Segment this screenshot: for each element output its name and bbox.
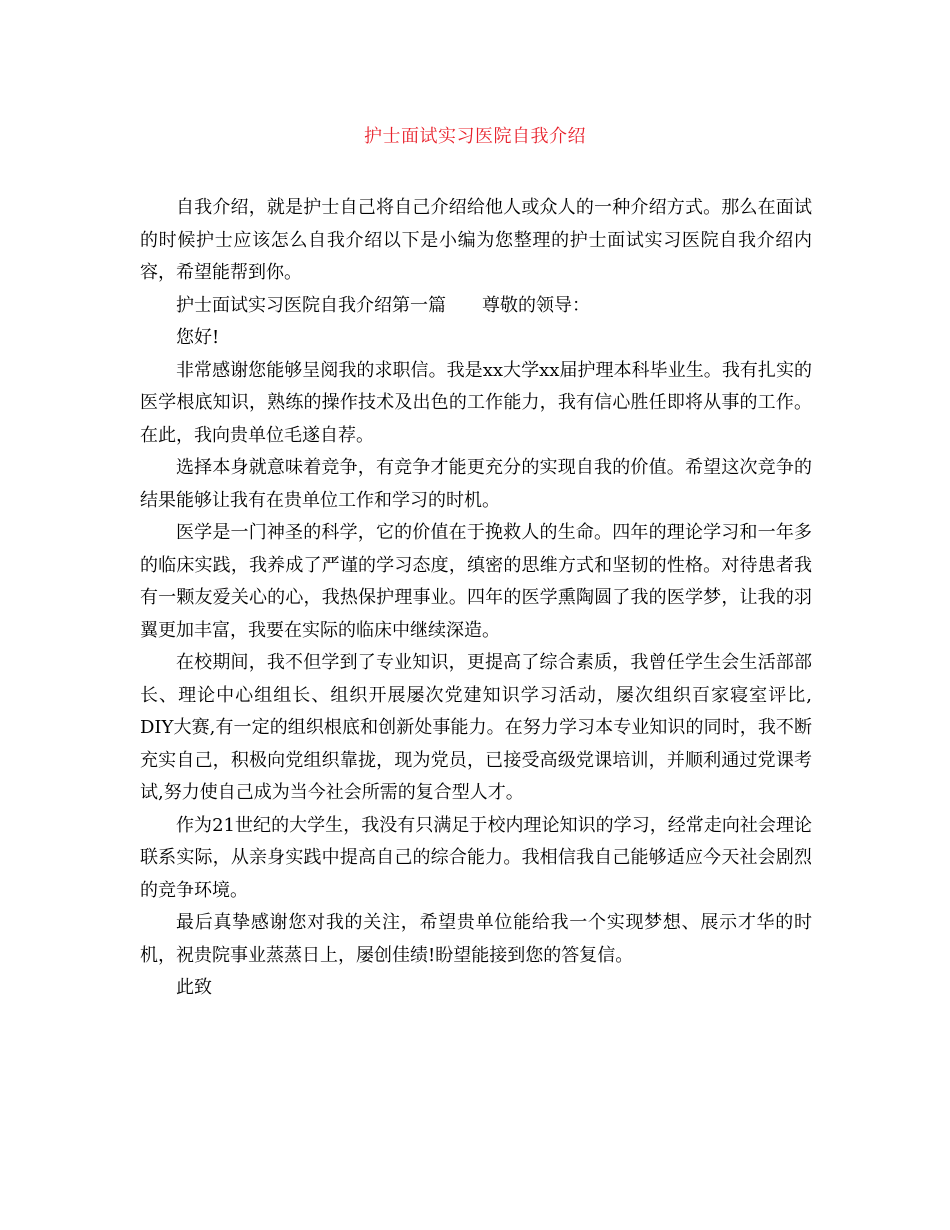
document-title: 护士面试实习医院自我介绍 (364, 126, 586, 147)
body-paragraph-2: 选择本身就意味着竞争，有竞争才能更充分的实现自我的价值。希望这次竞争的结果能够让我有在贵单位工作和学习的时机。 (140, 457, 812, 511)
body-paragraph-3: 医学是一门神圣的科学，它的价值在于挽救人的生命。四年的理论学习和一年多的临床实践，我养成了严谨的学习态度，缜密的思维方式和坚韧的性格。对待患者我有一颗友爱关心的心，我热保护理事业。四年的医学熏陶圆了我的医学梦，让我的羽翼更加丰富，我要在实际的临床中继续深造。 (140, 522, 812, 641)
greeting: 您好! (176, 327, 220, 348)
salutation: 尊敬的领导： (482, 294, 590, 316)
body-paragraph-1: 非常感谢您能够呈阅我的求职信。我是xx大学xx届护理本科毕业生。我有扎实的医学根底知识，熟练的操作技术及出色的工作能力，我有信心胜任即将从事的工作。在此，我向贵单位毛遂自荐。 (140, 359, 812, 446)
body-paragraph-5: 作为21世纪的大学生，我没有只满足于校内理论知识的学习，经常走向社会理论联系实际，从亲身实践中提高自己的综合能力。我相信我自己能够适应今天社会剧烈的竞争环境。 (140, 814, 812, 901)
document-body (140, 192, 812, 1005)
section-heading: 护士面试实习医院自我介绍第一篇 (176, 294, 446, 316)
body-paragraph-6: 最后真挚感谢您对我的关注，希望贵单位能给我一个实现梦想、展示才华的时机，祝贵院事业蒸蒸日上，屡创佳绩!盼望能接到您的答复信。 (140, 912, 812, 966)
intro-paragraph: 自我介绍，就是护士自己将自己介绍给他人或众人的一种介绍方式。那么在面试的时候护士应该怎么自我介绍以下是小编为您整理的护士面试实习医院自我介绍内容，希望能帮到你。 (140, 197, 812, 283)
body-paragraph-4: 在校期间，我不但学到了专业知识，更提高了综合素质，我曾任学生会生活部部长、理论中心组组长、组织开展屡次党建知识学习活动，屡次组织百家寝室评比, DIY大赛,有一定的组织根底和创新处事能力。在努力学习本专业知识的同时，我不断充实自己，积极向党组织靠拢，现为党员，已接受高级党课培训，并顺利通过党课考试,努力使自己成为当今社会所需的复合型人才。 (140, 652, 812, 803)
closing: 此致 (176, 977, 212, 998)
section-heading-line (140, 290, 812, 323)
